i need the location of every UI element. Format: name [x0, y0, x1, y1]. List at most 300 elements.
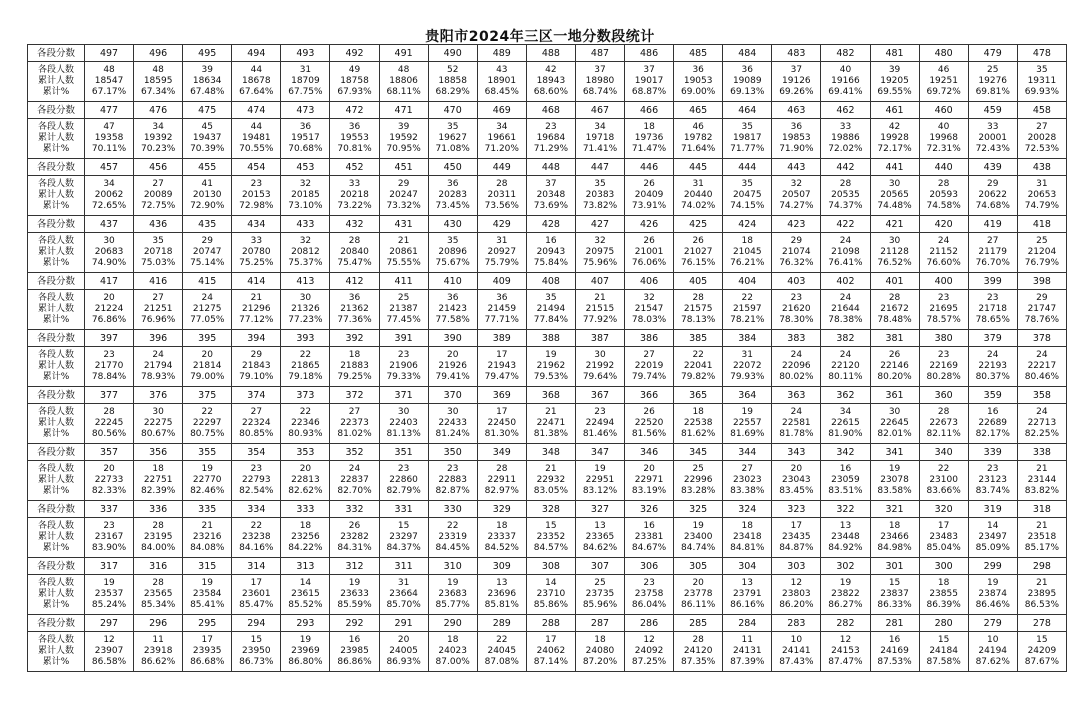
cumulative-value: 23907 [94, 646, 124, 656]
cumulative-value: 21387 [389, 304, 418, 314]
percent-value: 72.90% [190, 201, 225, 211]
data-cell [85, 119, 134, 159]
data-cell [821, 119, 870, 159]
percent-value: 76.52% [877, 258, 912, 268]
score-cell: 300 [919, 558, 968, 575]
cumulative-value: 22520 [634, 418, 664, 428]
count-value: 27 [152, 179, 164, 189]
cumulative-value: 23950 [242, 646, 271, 656]
data-cell [625, 176, 674, 216]
count-value: 21 [250, 293, 263, 303]
count-value: 23 [937, 350, 950, 360]
percent-value: 78.48% [877, 315, 912, 325]
data-cell [85, 62, 134, 102]
cumulative-value: 23435 [782, 532, 811, 542]
data-cell [575, 62, 624, 102]
count-value: 10 [790, 635, 803, 645]
count-value: 35 [1036, 65, 1048, 75]
cumulative-value: 24131 [732, 646, 762, 656]
data-cell [134, 233, 183, 273]
data-cell [134, 119, 183, 159]
cumulative-value: 23565 [143, 589, 173, 599]
data-cell [674, 518, 723, 558]
data-cell [477, 119, 526, 159]
cumulative-label: 累计人数 [37, 475, 74, 485]
cumulative-value: 22860 [389, 475, 418, 485]
cumulative-value: 21770 [94, 361, 124, 371]
score-cell: 406 [625, 273, 674, 290]
cumulative-value: 19684 [536, 133, 566, 143]
count-label: 各段人数 [37, 236, 74, 246]
cumulative-value: 20028 [1027, 133, 1057, 143]
cumulative-value: 21695 [929, 304, 958, 314]
percent-value: 67.64% [239, 87, 274, 97]
cumulative-value: 22581 [782, 418, 811, 428]
percent-value: 75.96% [582, 258, 618, 268]
percent-value: 70.55% [239, 144, 274, 154]
cumulative-value: 21152 [929, 247, 958, 257]
score-cell: 425 [674, 216, 723, 233]
score-cell: 334 [232, 501, 281, 518]
count-value: 26 [888, 350, 901, 360]
score-cell: 484 [723, 45, 772, 62]
percent-value: 74.37% [828, 201, 863, 211]
cumulative-value: 22538 [683, 418, 713, 428]
count-value: 17 [496, 350, 508, 360]
score-cell: 486 [625, 45, 674, 62]
percent-label: 累计% [42, 87, 70, 97]
cumulative-value: 21644 [831, 304, 860, 314]
percent-value: 79.82% [681, 372, 716, 382]
percent-value: 77.36% [337, 315, 372, 325]
data-cell [281, 176, 330, 216]
data-cell [183, 404, 232, 444]
score-cell: 332 [330, 501, 379, 518]
count-value: 24 [152, 350, 164, 360]
count-value: 23 [397, 464, 410, 474]
cumulative-value: 24045 [487, 646, 517, 656]
percent-value: 76.15% [681, 258, 716, 268]
score-cell: 373 [281, 387, 330, 404]
count-value: 35 [152, 236, 164, 246]
percent-value: 86.33% [877, 600, 912, 610]
count-value: 15 [545, 521, 557, 531]
score-cell: 327 [575, 501, 624, 518]
percent-value: 85.70% [386, 600, 421, 610]
data-cell [723, 347, 772, 387]
score-cell: 302 [821, 558, 870, 575]
cumulative-value: 19251 [929, 76, 958, 86]
data-cell [575, 632, 624, 672]
cumulative-value: 22072 [732, 361, 762, 371]
data-cell [330, 347, 379, 387]
data-cell [968, 404, 1017, 444]
data-cell [821, 518, 870, 558]
data-cell [85, 575, 134, 615]
data-cell [281, 518, 330, 558]
score-cell: 328 [526, 501, 575, 518]
data-cell [1017, 176, 1066, 216]
percent-value: 80.37% [975, 372, 1010, 382]
count-value: 36 [299, 122, 312, 132]
data-cell [330, 575, 379, 615]
cumulative-value: 23874 [978, 589, 1008, 599]
data-cell [477, 290, 526, 330]
data-cell [134, 632, 183, 672]
percent-value: 71.64% [681, 144, 716, 154]
score-cell: 417 [85, 273, 134, 290]
score-data-row [28, 461, 1067, 501]
percent-value: 83.05% [533, 486, 569, 496]
data-cell [379, 347, 428, 387]
score-cell: 307 [575, 558, 624, 575]
percent-value: 84.62% [582, 543, 618, 553]
score-cell: 312 [330, 558, 379, 575]
cumulative-value: 24023 [438, 646, 468, 656]
percent-value: 71.77% [730, 144, 765, 154]
percent-value: 69.81% [975, 87, 1010, 97]
score-cell: 384 [723, 330, 772, 347]
data-cell [85, 233, 134, 273]
data-cell [575, 461, 624, 501]
cumulative-value: 20896 [438, 247, 468, 257]
count-value: 17 [790, 521, 803, 531]
percent-value: 69.26% [779, 87, 814, 97]
score-cell: 495 [183, 45, 232, 62]
count-value: 20 [790, 464, 803, 474]
count-value: 23 [643, 578, 655, 588]
data-cell [674, 62, 723, 102]
percent-value: 79.10% [239, 372, 274, 382]
score-header-label: 各段分数 [28, 102, 85, 119]
count-value: 18 [496, 521, 508, 531]
cumulative-value: 20062 [94, 190, 124, 200]
percent-value: 77.12% [239, 315, 274, 325]
cumulative-value: 21943 [487, 361, 517, 371]
percent-value: 67.93% [337, 87, 372, 97]
score-cell: 456 [134, 159, 183, 176]
percent-value: 82.46% [190, 486, 225, 496]
cumulative-value: 24005 [389, 646, 418, 656]
count-value: 22 [496, 635, 508, 645]
cumulative-value: 20185 [291, 190, 320, 200]
data-cell [625, 518, 674, 558]
cumulative-value: 21962 [536, 361, 566, 371]
count-value: 37 [790, 65, 803, 75]
percent-value: 85.41% [190, 600, 225, 610]
score-cell: 329 [477, 501, 526, 518]
data-cell [723, 632, 772, 672]
data-cell [134, 176, 183, 216]
count-value: 37 [545, 179, 557, 189]
data-cell [85, 290, 134, 330]
count-value: 36 [446, 293, 459, 303]
data-cell [723, 404, 772, 444]
count-value: 30 [888, 236, 901, 246]
score-cell: 351 [379, 444, 428, 461]
cumulative-value: 21794 [143, 361, 173, 371]
percent-value: 76.41% [828, 258, 863, 268]
score-cell: 374 [232, 387, 281, 404]
data-cell [674, 347, 723, 387]
cumulative-value: 22041 [683, 361, 713, 371]
cumulative-value: 18980 [585, 76, 615, 86]
percent-value: 80.93% [288, 429, 323, 439]
cumulative-value: 23855 [929, 589, 958, 599]
cumulative-value: 23400 [683, 532, 713, 542]
cumulative-value: 18858 [438, 76, 468, 86]
score-cell: 431 [379, 216, 428, 233]
cumulative-value: 24209 [1027, 646, 1057, 656]
score-cell: 470 [428, 102, 477, 119]
percent-label: 累计% [42, 429, 70, 439]
score-cell: 465 [674, 102, 723, 119]
count-value: 19 [888, 464, 901, 474]
cumulative-value: 21926 [438, 361, 468, 371]
cumulative-value: 23059 [831, 475, 860, 485]
score-cell: 278 [1017, 615, 1066, 632]
score-header-row [28, 387, 1067, 404]
count-value: 16 [348, 635, 361, 645]
count-value: 29 [1036, 293, 1048, 303]
data-cell [821, 290, 870, 330]
score-cell: 388 [526, 330, 575, 347]
count-value: 27 [987, 236, 999, 246]
cumulative-value: 22471 [536, 418, 566, 428]
percent-value: 72.53% [1024, 144, 1060, 154]
count-value: 27 [348, 407, 361, 417]
cumulative-value: 20383 [585, 190, 615, 200]
cumulative-value: 22433 [438, 418, 468, 428]
score-cell: 487 [575, 45, 624, 62]
score-cell: 317 [85, 558, 134, 575]
count-value: 34 [152, 122, 164, 132]
percent-value: 86.39% [926, 600, 961, 610]
cumulative-value: 20812 [291, 247, 320, 257]
data-cell [134, 290, 183, 330]
percent-value: 85.77% [435, 600, 470, 610]
score-cell: 432 [330, 216, 379, 233]
cumulative-value: 21494 [536, 304, 566, 314]
cumulative-value: 23297 [389, 532, 418, 542]
percent-value: 77.92% [582, 315, 618, 325]
data-cell [232, 518, 281, 558]
data-cell [968, 290, 1017, 330]
cumulative-value: 22346 [291, 418, 320, 428]
score-cell: 415 [183, 273, 232, 290]
percent-value: 78.57% [926, 315, 961, 325]
data-cell [330, 233, 379, 273]
count-value: 19 [545, 350, 557, 360]
score-cell: 385 [674, 330, 723, 347]
cumulative-value: 23448 [831, 532, 860, 542]
percent-value: 79.25% [337, 372, 372, 382]
cumulative-value: 23837 [880, 589, 909, 599]
score-header-row [28, 444, 1067, 461]
score-cell: 446 [625, 159, 674, 176]
count-value: 19 [201, 578, 213, 588]
count-value: 19 [987, 578, 999, 588]
cumulative-value: 21515 [585, 304, 615, 314]
count-label: 各段人数 [37, 407, 74, 417]
percent-value: 86.11% [681, 600, 716, 610]
cumulative-value: 21992 [585, 361, 615, 371]
data-cell [919, 575, 968, 615]
score-cell: 496 [134, 45, 183, 62]
cumulative-label: 累计人数 [37, 418, 74, 428]
data-cell [428, 404, 477, 444]
data-cell [723, 461, 772, 501]
row-labels [28, 632, 85, 672]
score-cell: 483 [772, 45, 821, 62]
score-cell: 306 [625, 558, 674, 575]
data-cell [379, 62, 428, 102]
data-cell [821, 233, 870, 273]
cumulative-value: 21906 [389, 361, 418, 371]
data-cell [526, 233, 575, 273]
data-cell [134, 404, 183, 444]
count-value: 20 [643, 464, 655, 474]
data-cell [428, 347, 477, 387]
score-data-row [28, 518, 1067, 558]
cumulative-value: 22996 [683, 475, 713, 485]
percent-value: 87.47% [828, 657, 863, 667]
count-value: 52 [446, 65, 459, 75]
cumulative-value: 21001 [634, 247, 664, 257]
count-value: 16 [987, 407, 999, 417]
score-data-row [28, 62, 1067, 102]
cumulative-value: 22373 [340, 418, 369, 428]
score-cell: 381 [870, 330, 919, 347]
cumulative-label: 累计人数 [37, 361, 74, 371]
data-cell [674, 233, 723, 273]
score-cell: 305 [674, 558, 723, 575]
score-cell: 466 [625, 102, 674, 119]
score-header-row [28, 558, 1067, 575]
cumulative-value: 21224 [94, 304, 124, 314]
count-value: 31 [741, 350, 753, 360]
count-value: 48 [397, 65, 410, 75]
score-cell: 284 [723, 615, 772, 632]
count-value: 44 [250, 65, 263, 75]
percent-value: 79.41% [435, 372, 470, 382]
count-value: 34 [103, 179, 115, 189]
data-cell [723, 62, 772, 102]
score-cell: 330 [428, 501, 477, 518]
percent-value: 70.11% [91, 144, 127, 154]
count-value: 35 [594, 179, 606, 189]
count-value: 18 [446, 635, 459, 645]
data-cell [526, 290, 575, 330]
data-cell [428, 290, 477, 330]
score-cell: 331 [379, 501, 428, 518]
cumulative-value: 23195 [143, 532, 173, 542]
data-cell [575, 233, 624, 273]
row-labels [28, 119, 85, 159]
percent-value: 84.37% [386, 543, 421, 553]
count-value: 30 [594, 350, 606, 360]
percent-value: 87.53% [877, 657, 912, 667]
score-cell: 320 [919, 501, 968, 518]
count-value: 15 [888, 578, 901, 588]
cumulative-value: 18634 [192, 76, 222, 86]
score-cell: 413 [281, 273, 330, 290]
percent-value: 77.05% [190, 315, 225, 325]
count-value: 14 [987, 521, 999, 531]
data-cell [232, 404, 281, 444]
count-value: 30 [397, 407, 410, 417]
score-cell: 283 [772, 615, 821, 632]
count-value: 13 [741, 578, 753, 588]
count-value: 36 [446, 179, 459, 189]
percent-value: 83.58% [877, 486, 912, 496]
percent-value: 83.12% [582, 486, 618, 496]
cumulative-value: 22169 [929, 361, 958, 371]
data-cell [232, 290, 281, 330]
percent-value: 80.85% [239, 429, 274, 439]
data-cell [674, 404, 723, 444]
cumulative-value: 23895 [1027, 589, 1057, 599]
data-cell [428, 575, 477, 615]
cumulative-value: 21423 [438, 304, 468, 314]
cumulative-value: 18758 [340, 76, 369, 86]
data-cell [232, 347, 281, 387]
cumulative-value: 22733 [94, 475, 124, 485]
cumulative-value: 23123 [978, 475, 1008, 485]
percent-value: 87.39% [730, 657, 765, 667]
score-cell: 427 [575, 216, 624, 233]
count-value: 26 [643, 407, 655, 417]
cumulative-value: 22297 [192, 418, 222, 428]
cumulative-value: 21814 [192, 361, 222, 371]
cumulative-value: 23483 [929, 532, 958, 542]
count-value: 28 [692, 293, 704, 303]
count-value: 13 [594, 521, 606, 531]
cumulative-value: 18709 [291, 76, 320, 86]
count-value: 26 [692, 236, 704, 246]
count-value: 48 [103, 65, 115, 75]
percent-value: 86.16% [730, 600, 765, 610]
score-cell: 410 [428, 273, 477, 290]
data-cell [232, 62, 281, 102]
count-value: 39 [201, 65, 213, 75]
score-cell: 444 [723, 159, 772, 176]
score-cell: 449 [477, 159, 526, 176]
count-value: 17 [545, 635, 557, 645]
data-cell [183, 176, 232, 216]
score-cell: 356 [134, 444, 183, 461]
score-cell: 461 [870, 102, 919, 119]
cumulative-value: 24141 [782, 646, 811, 656]
percent-value: 75.79% [484, 258, 519, 268]
score-cell: 450 [428, 159, 477, 176]
count-value: 28 [888, 293, 901, 303]
percent-value: 76.32% [779, 258, 814, 268]
data-cell [1017, 575, 1066, 615]
score-cell: 462 [821, 102, 870, 119]
percent-value: 86.68% [190, 657, 225, 667]
percent-value: 74.02% [681, 201, 716, 211]
data-cell [575, 575, 624, 615]
data-cell [625, 62, 674, 102]
score-header-label: 各段分数 [28, 444, 85, 461]
percent-value: 77.23% [288, 315, 323, 325]
data-cell [281, 119, 330, 159]
cumulative-value: 21672 [880, 304, 909, 314]
count-value: 36 [348, 122, 361, 132]
data-cell [870, 575, 919, 615]
data-cell [428, 632, 477, 672]
